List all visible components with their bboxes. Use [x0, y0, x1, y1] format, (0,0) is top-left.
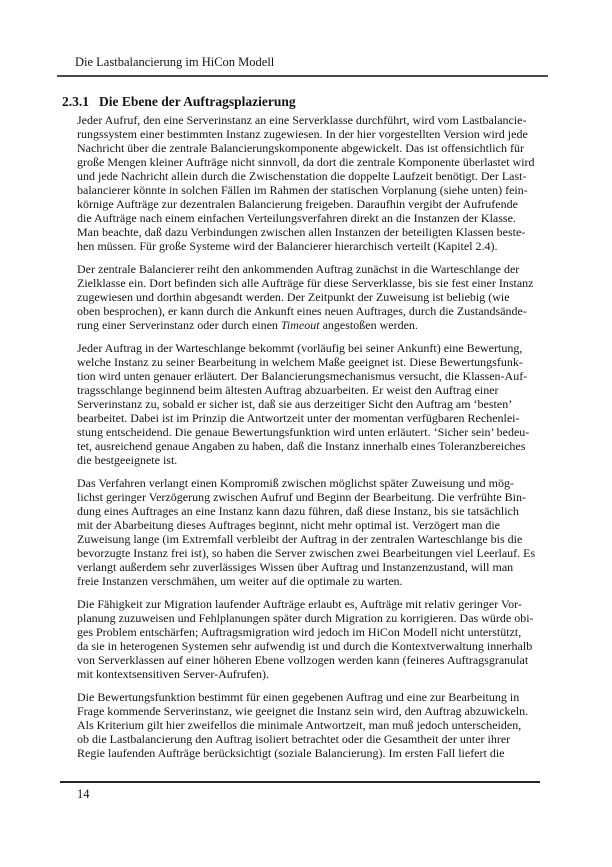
text-line: oben besprochen), er kann durch die Ankunft eines neuen Auftrages, durch die Zustandsände- [77, 304, 527, 318]
text-line: verlangt außerdem sehr zuverlässiges Wissen über Auftrag und Instanzenzustand, will man [77, 560, 514, 574]
text-line [77, 318, 577, 332]
text-line: Jeder Aufruf, den eine Serverinstanz an eine Serverklasse durchführt, wird vom Lastbalancie- [77, 113, 527, 127]
text-line: zugewiesen und dorthin abgesandt werden. Der Zeitpunkt der Zuweisung ist beliebig (wie [77, 290, 510, 304]
text-line: hen müssen. Für große Systeme wird der Balancierer hierarchisch verteilt (Kapitel 2.4). [77, 239, 498, 253]
text-line: Die Fähigkeit zur Migration laufender Aufträge erlaubt es, Aufträge mit relativ geringer Vor- [77, 597, 522, 611]
text-line: die bestgeeignete ist. [77, 453, 178, 467]
text-line: und jede Nachricht allein durch die Zwischenstation die doppelte Laufzeit benötigt. Der Last- [77, 169, 527, 183]
text-line: rungssystem einer bestimmten Instanz zugewiesen. In der hier vorgestellten Version wird jede [77, 127, 528, 141]
text-line: dung eines Auftrages an eine Instanz kann dazu führen, daß diese Instanz, bis sie tatsächlich [77, 504, 519, 518]
text-line: Serverinstanz zu, sobald er sicher ist, daß sie aus derzeitiger Sicht den Auftrag am ‘besten’ [77, 397, 513, 411]
text-line: mit der Abarbeitung dieses Auftrages beginnt, nicht mehr optimal ist. Verzögert man die [77, 518, 501, 532]
text-line: bearbeitet. Dabei ist im Prinzip die Antwortzeit unter der momentan verfügbaren Rechenlei- [77, 411, 520, 425]
text-line: Als Kriterium gilt hier zweifellos die minimale Antwortzeit, man muß jedoch unterscheiden, [77, 718, 522, 732]
text-line: tion wird unten genauer erläutert. Der Balancierungsmechanismus versucht, die Klassen-Auf- [77, 369, 528, 383]
text-line: die Aufträge nach einem einfachen Verteilungsverfahren direkt an die Instanzen der Klasse. [77, 211, 516, 225]
text-line: große Mengen kleiner Aufträge nicht sinnvoll, da dort die zentrale Komponente überlastet wird [77, 155, 535, 169]
paragraph-3 [77, 341, 577, 467]
text-line: planung zuzuweisen und Fehlplanungen später durch Migration zu korrigieren. Das würde obi- [77, 611, 534, 625]
text-line: Regie laufenden Aufträge berücksichtigt (soziale Balancierung). Im ersten Fall liefert die [77, 746, 505, 760]
text-line: tet, ausreichend genaue Angaben zu haben, daß die Instanz innerhalb eines Toleranzbereiches [77, 439, 526, 453]
text-line: bevorzugte Instanz frei ist), so haben die Server zwischen zwei Bearbeitungen viel Leerlauf. Es [77, 546, 536, 560]
text-line: stung entscheidend. Die genaue Bewertungsfunktion wird unten erläutert. ‘Sicher sein’ bedeu- [77, 425, 530, 439]
text-line: da sie in heterogenen Systemen sehr aufwendig ist und durch die Kontextverwaltung innerhalb [77, 639, 533, 653]
text-line: von Serverklassen auf einer höheren Ebene vollzogen werden kann (feineres Auftragsgranulat [77, 653, 529, 667]
text-line: Jeder Auftrag in der Warteschlange bekommt (vorläufig bei seiner Ankunft) eine Bewertung, [77, 341, 523, 355]
section-title: Die Ebene der Auftragsplazierung [99, 94, 296, 109]
running-head: Die Lastbalancierung im HiCon Modell [75, 55, 275, 69]
text-line: Das Verfahren verlangt einen Kompromiß zwischen möglichst später Zuweisung und mög- [77, 476, 515, 490]
text-line: Zuweisung lange (im Extremfall verbleibt der Auftrag in der zentralen Warteschlange bis die [77, 532, 523, 546]
text-line: Frage kommende Serverinstanz, wie geeignet die Instanz sein wird, den Auftrag abzuwickeln. [77, 704, 529, 718]
paragraph-5 [77, 597, 577, 681]
footer-rule [60, 781, 540, 783]
section-number: 2.3.1 [62, 94, 89, 109]
text-line: welche Instanz zu seiner Bearbeitung in welchem Maße geeignet ist. Diese Bewertungsfunk- [77, 355, 523, 369]
paragraph-2 [77, 262, 577, 332]
paragraph-1 [77, 113, 577, 253]
text-line: ob die Lastbalancierung den Auftrag isoliert betrachtet oder die Gesamtheit der unter ihrer [77, 732, 511, 746]
header-rule [57, 75, 548, 77]
text-line: Man beachte, daß dazu Verbindungen zwischen allen Instanzen der beteiligten Klassen beste- [77, 225, 526, 239]
text-segment: angestoßen werden. [319, 318, 418, 332]
body-text [77, 113, 577, 769]
paragraph-4 [77, 476, 577, 588]
text-line: Nachricht über die zentrale Balancierungskomponente abgewickelt. Das ist offensichtlich für [77, 141, 524, 155]
text-line: freie Instanzen verschmähen, um weiter auf die optimale zu warten. [77, 574, 403, 588]
page-number: 14 [77, 787, 90, 801]
italic-term: Timeout [280, 318, 320, 332]
text-line: ges Problem entschärfen; Auftragsmigration wird jedoch im HiCon Modell nicht unterstützt, [77, 625, 522, 639]
text-line: balancierer könnte in solchen Fällen im Rahmen der statischen Vorplanung (siehe unten) fein- [77, 183, 528, 197]
text-line: mit kontextsensitiven Server-Aufrufen). [77, 667, 270, 681]
text-line: tragsschlange beginnend beim ältesten Auftrag abzuarbeiten. Er weist den Auftrag einer [77, 383, 499, 397]
text-segment: rung einer Serverinstanz oder durch einen [77, 318, 281, 332]
text-line: Zielklasse ein. Dort befinden sich alle Aufträge für diese Serverklasse, bis sie fest einer Instanz [77, 276, 534, 290]
paragraph-6 [77, 690, 577, 760]
text-line: Die Bewertungsfunktion bestimmt für einen gegebenen Auftrag und eine zur Bearbeitung in [77, 690, 520, 704]
text-line: Der zentrale Balancierer reiht den ankommenden Auftrag zunächst in die Warteschlange der [77, 262, 520, 276]
section-heading [62, 94, 296, 109]
text-line: körnige Aufträge zur dezentralen Balancierung freigeben. Daraufhin vergibt der Aufrufende [77, 197, 518, 211]
text-line: lichst geringer Verzögerung zwischen Aufruf und Beginn der Bearbeitung. Die verfrühte Bin- [77, 490, 526, 504]
